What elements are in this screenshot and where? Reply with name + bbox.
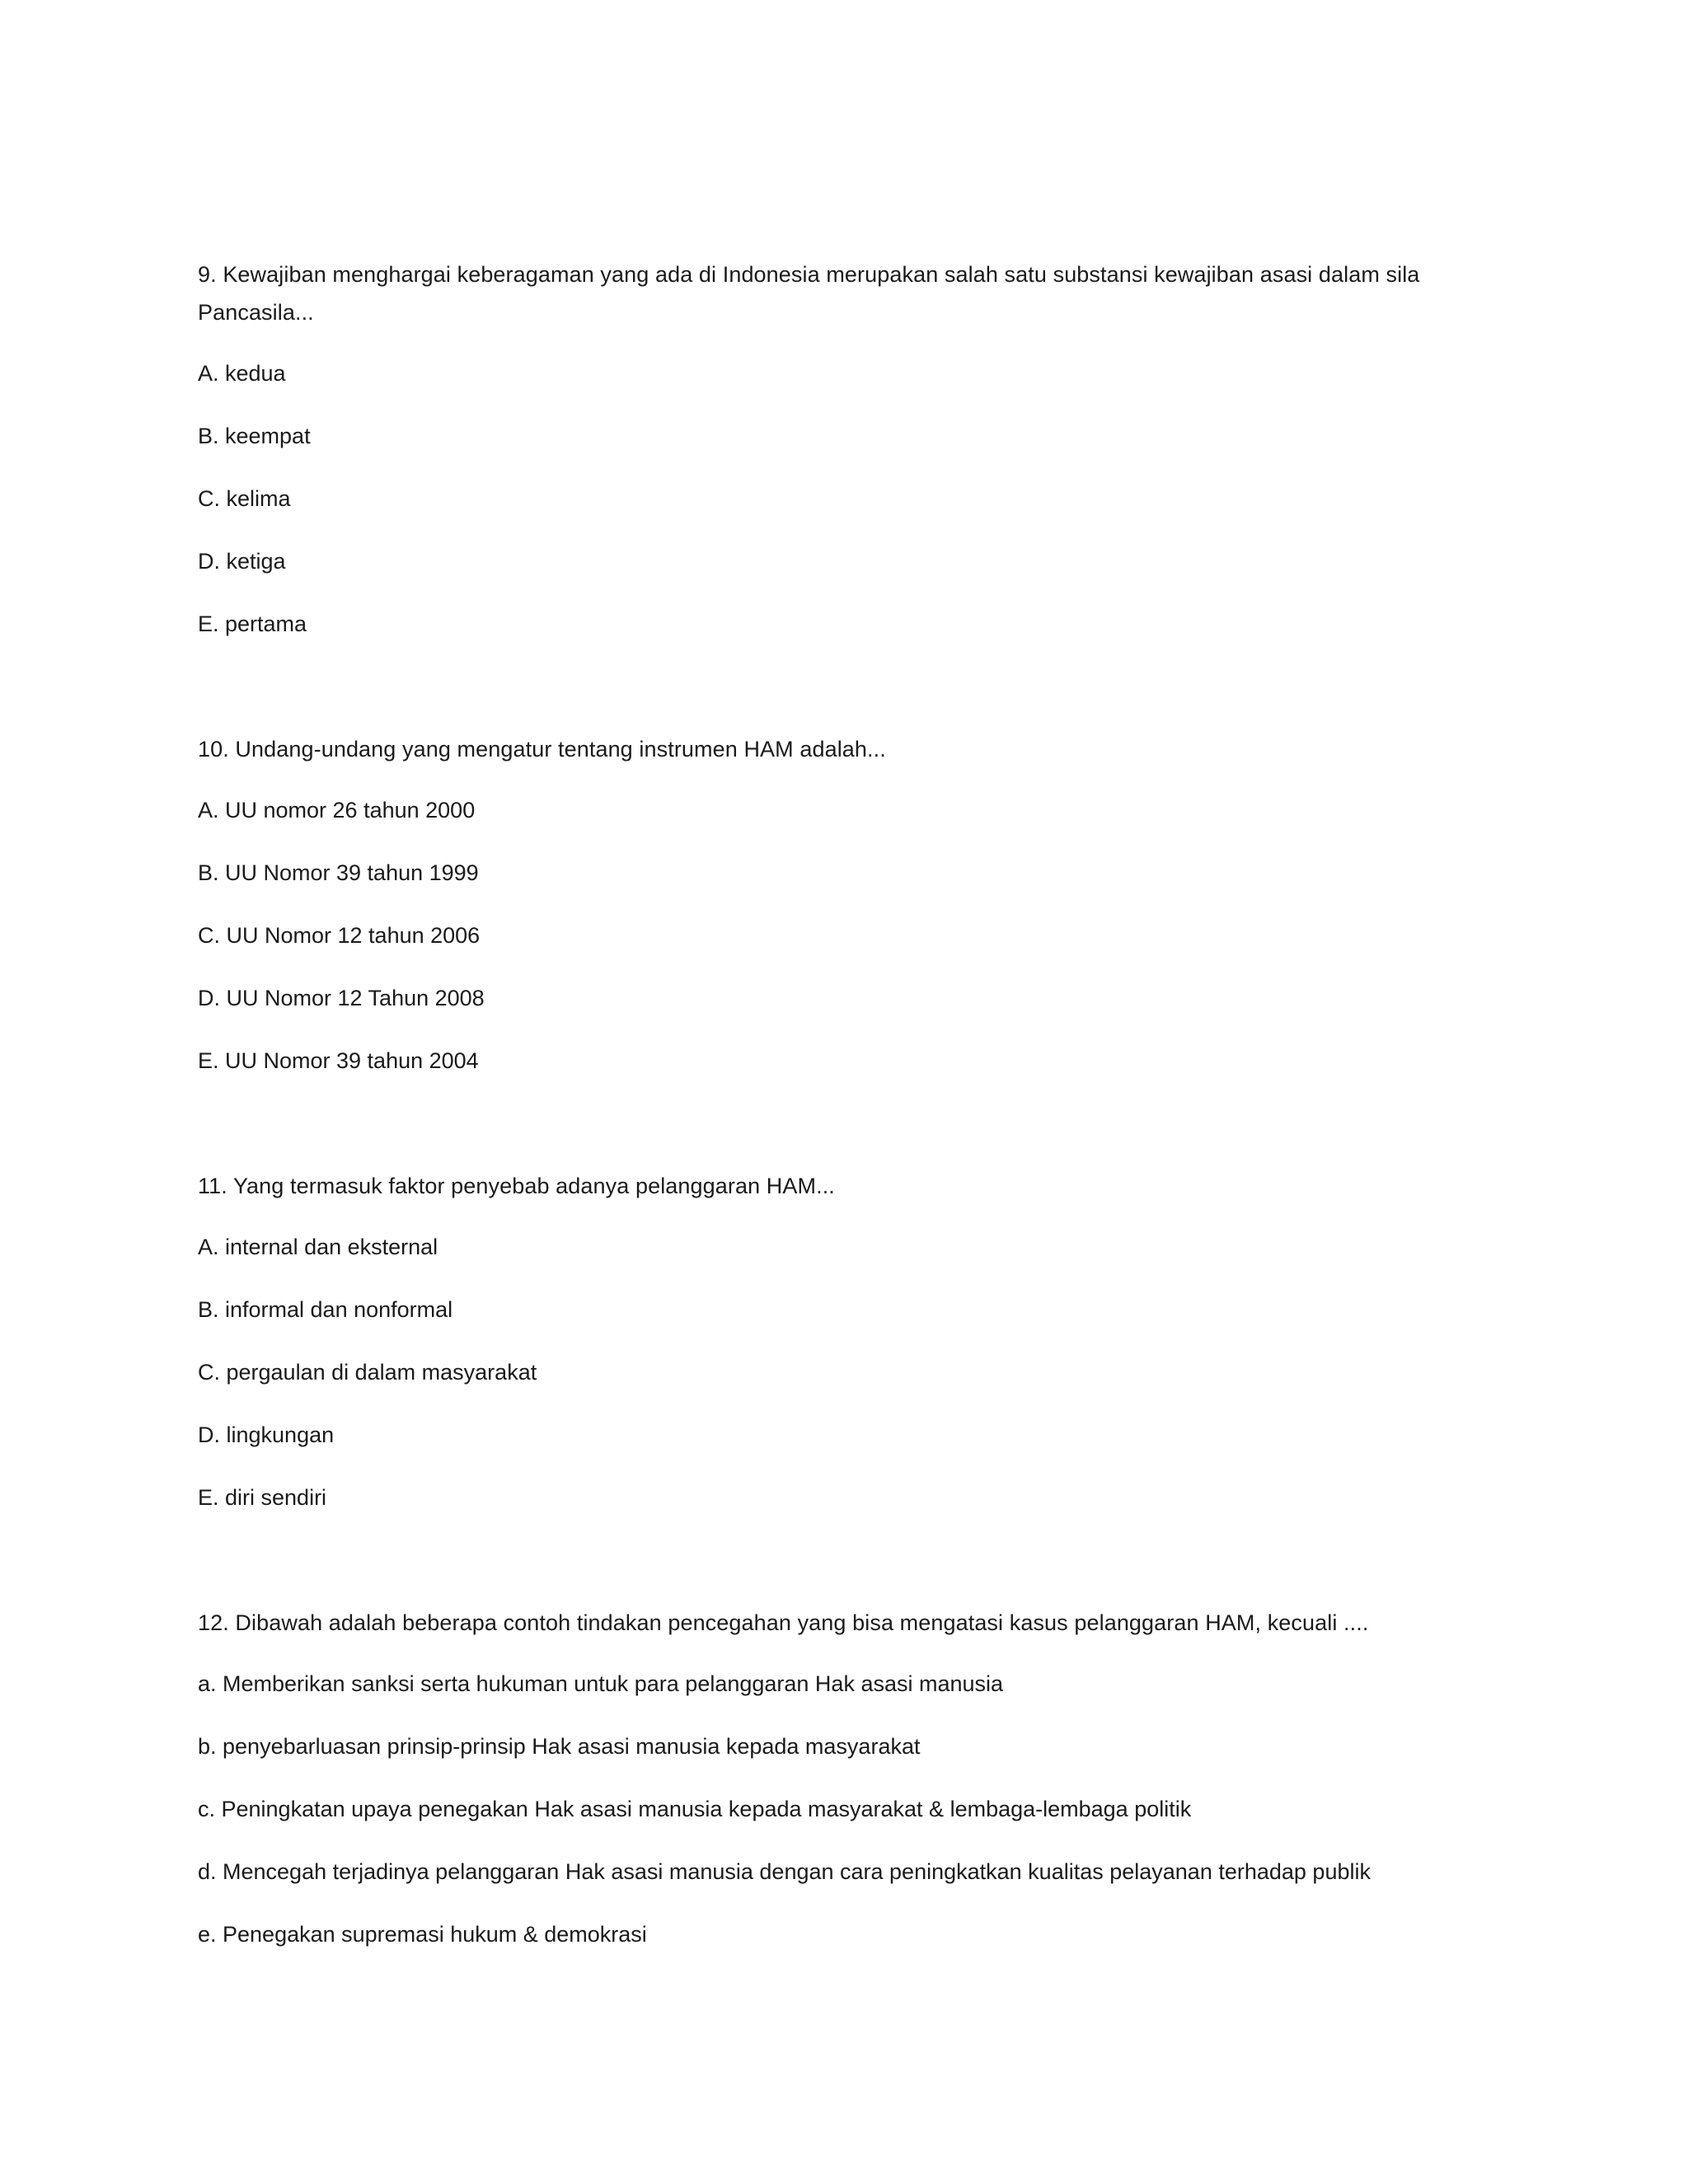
question-text: 9. Kewajiban menghargai keberagaman yang ada di Indonesia merupakan salah satu substansi kewajiban asasi dalam sila Pancasila... [198,262,1420,325]
option-b: B. informal dan nonformal [198,1297,453,1322]
option-d: D. lingkungan [198,1422,335,1447]
option-a: A. kedua [198,361,286,386]
option-d: d. Mencegah terjadinya pelanggaran Hak asasi manusia dengan cara peningkatkan kualitas pelayanan terhadap publik [198,1859,1371,1884]
question-text: 12. Dibawah adalah beberapa contoh tindakan pencegahan yang bisa mengatasi kasus pelanggaran HAM, kecuali .... [198,1610,1369,1635]
question-text: 11. Yang termasuk faktor penyebab adanya pelanggaran HAM... [198,1174,835,1198]
question-text: 10. Undang-undang yang mengatur tentang instrumen HAM adalah... [198,737,886,762]
option-e: E. pertama [198,612,307,636]
option-a: a. Memberikan sanksi serta hukuman untuk para pelanggaran Hak asasi manusia [198,1671,1004,1696]
option-d: D. UU Nomor 12 Tahun 2008 [198,986,485,1010]
option-d: D. ketiga [198,549,286,574]
option-b: B. UU Nomor 39 tahun 1999 [198,860,479,885]
option-c: c. Peningkatan upaya penegakan Hak asasi manusia kepada masyarakat & lembaga-lembaga politik [198,1797,1192,1821]
option-e: E. diri sendiri [198,1485,327,1510]
option-b: B. keempat [198,424,311,448]
spacer [198,668,1484,730]
spacer [198,1104,1484,1167]
option-c: C. UU Nomor 12 tahun 2006 [198,923,481,948]
question-9 [198,255,1484,643]
option-c: C. kelima [198,486,291,511]
question-10 [198,730,1484,1080]
spacer [198,1541,1484,1604]
question-12 [198,1604,1484,1953]
option-a: A. internal dan eksternal [198,1235,438,1259]
document-page [198,255,1484,1978]
option-a: A. UU nomor 26 tahun 2000 [198,798,476,823]
question-11 [198,1167,1484,1516]
option-e: e. Penegakan supremasi hukum & demokrasi [198,1922,647,1947]
option-e: E. UU Nomor 39 tahun 2004 [198,1048,479,1073]
option-b: b. penyebarluasan prinsip-prinsip Hak asasi manusia kepada masyarakat [198,1734,921,1759]
option-c: C. pergaulan di dalam masyarakat [198,1360,537,1385]
